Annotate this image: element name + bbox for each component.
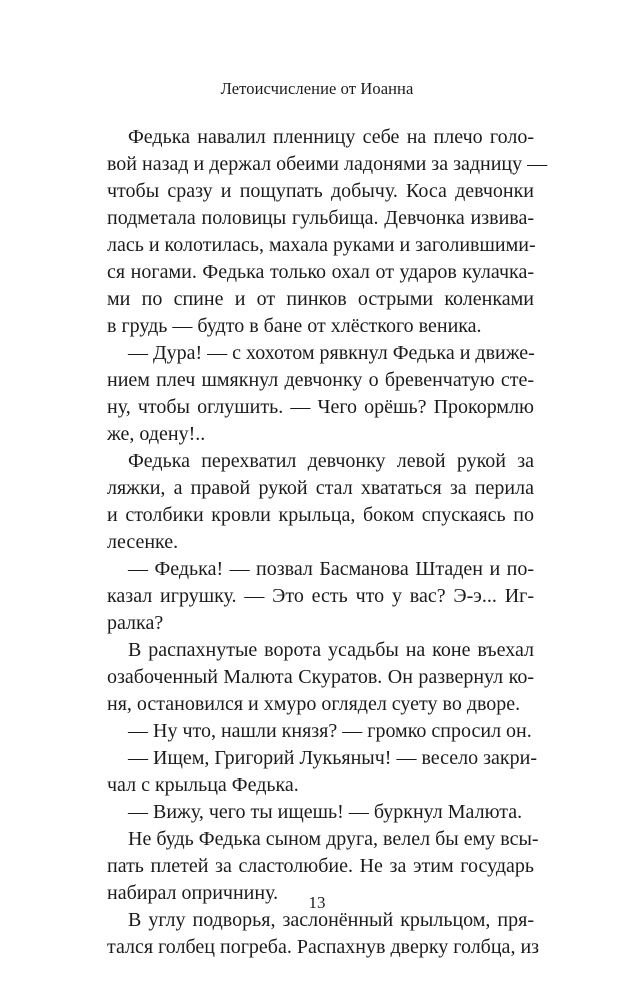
text-line: — Ну что, нашли князя? — громко спросил он. xyxy=(128,720,532,742)
text-line: набирал опричнину. xyxy=(107,882,279,904)
text-line: лась и колотилась, махала руками и заголившими- xyxy=(107,234,536,256)
text-line: Федька навалил пленницу себе на плечо голо- xyxy=(128,126,534,148)
text-line: В распахнутые ворота усадьбы на коне въехал xyxy=(128,639,534,661)
text-line: ралка? xyxy=(107,612,164,634)
body-text xyxy=(107,124,548,961)
text-line: же, одену!.. xyxy=(107,423,206,445)
text-line: — Ищем, Григорий Лукьяныч! — весело закри- xyxy=(128,747,537,769)
text-line: пать плетей за сластолюбие. Не за этим государь xyxy=(107,855,534,877)
running-head: Летоисчисление от Иоанна xyxy=(220,79,414,98)
text-line: — Вижу, чего ты ищешь! — буркнул Малюта. xyxy=(128,801,523,823)
text-line: озабоченный Малюта Скуратов. Он развернул ко- xyxy=(107,666,534,688)
text-line: и столбики кровли крыльца, боком спускаясь по xyxy=(107,504,534,526)
text-line: нием плеч шмякнул девчонку о бревенчатую сте- xyxy=(107,369,534,391)
text-line: ня, остановился и хмуро оглядел суету во дворе. xyxy=(107,693,521,715)
text-line: лесенке. xyxy=(107,531,179,553)
text-line: чал с крыльца Федька. xyxy=(107,774,299,796)
text-line: Не будь Федька сыном друга, велел бы ему всы- xyxy=(128,828,539,850)
text-line: вой назад и держал обеими ладонями за задницу — xyxy=(107,153,548,175)
text-line: ну, чтобы оглушить. — Чего орёшь? Прокормлю xyxy=(107,396,534,418)
text-line: чтобы сразу и пощупать добычу. Коса девчонки xyxy=(107,180,534,202)
text-line: подметала половицы гульбища. Девчонка извива- xyxy=(107,207,534,229)
text-line: — Федька! — позвал Басманова Штаден и по- xyxy=(128,558,534,580)
text-line: Федька перехватил девчонку левой рукой за xyxy=(128,450,534,472)
text-line: ляжки, а правой рукой стал хвататься за перила xyxy=(107,477,534,499)
text-line: ся ногами. Федька только охал от ударов кулачка- xyxy=(107,261,534,283)
text-line: ми по спине и от пинков острыми коленками xyxy=(107,288,534,310)
text-line: — Дура! — с хохотом рявкнул Федька и движе- xyxy=(128,342,535,364)
text-line: казал игрушку. — Это есть что у вас? Э-э... Иг- xyxy=(107,585,534,607)
text-line: В углу подворья, заслонённый крыльцом, пря- xyxy=(128,909,534,931)
page-number: 13 xyxy=(308,893,326,912)
text-line: тался голбец погреба. Распахнув дверку голбца, из xyxy=(107,936,540,958)
text-line: в грудь — будто в бане от хлёсткого веника. xyxy=(107,315,482,337)
